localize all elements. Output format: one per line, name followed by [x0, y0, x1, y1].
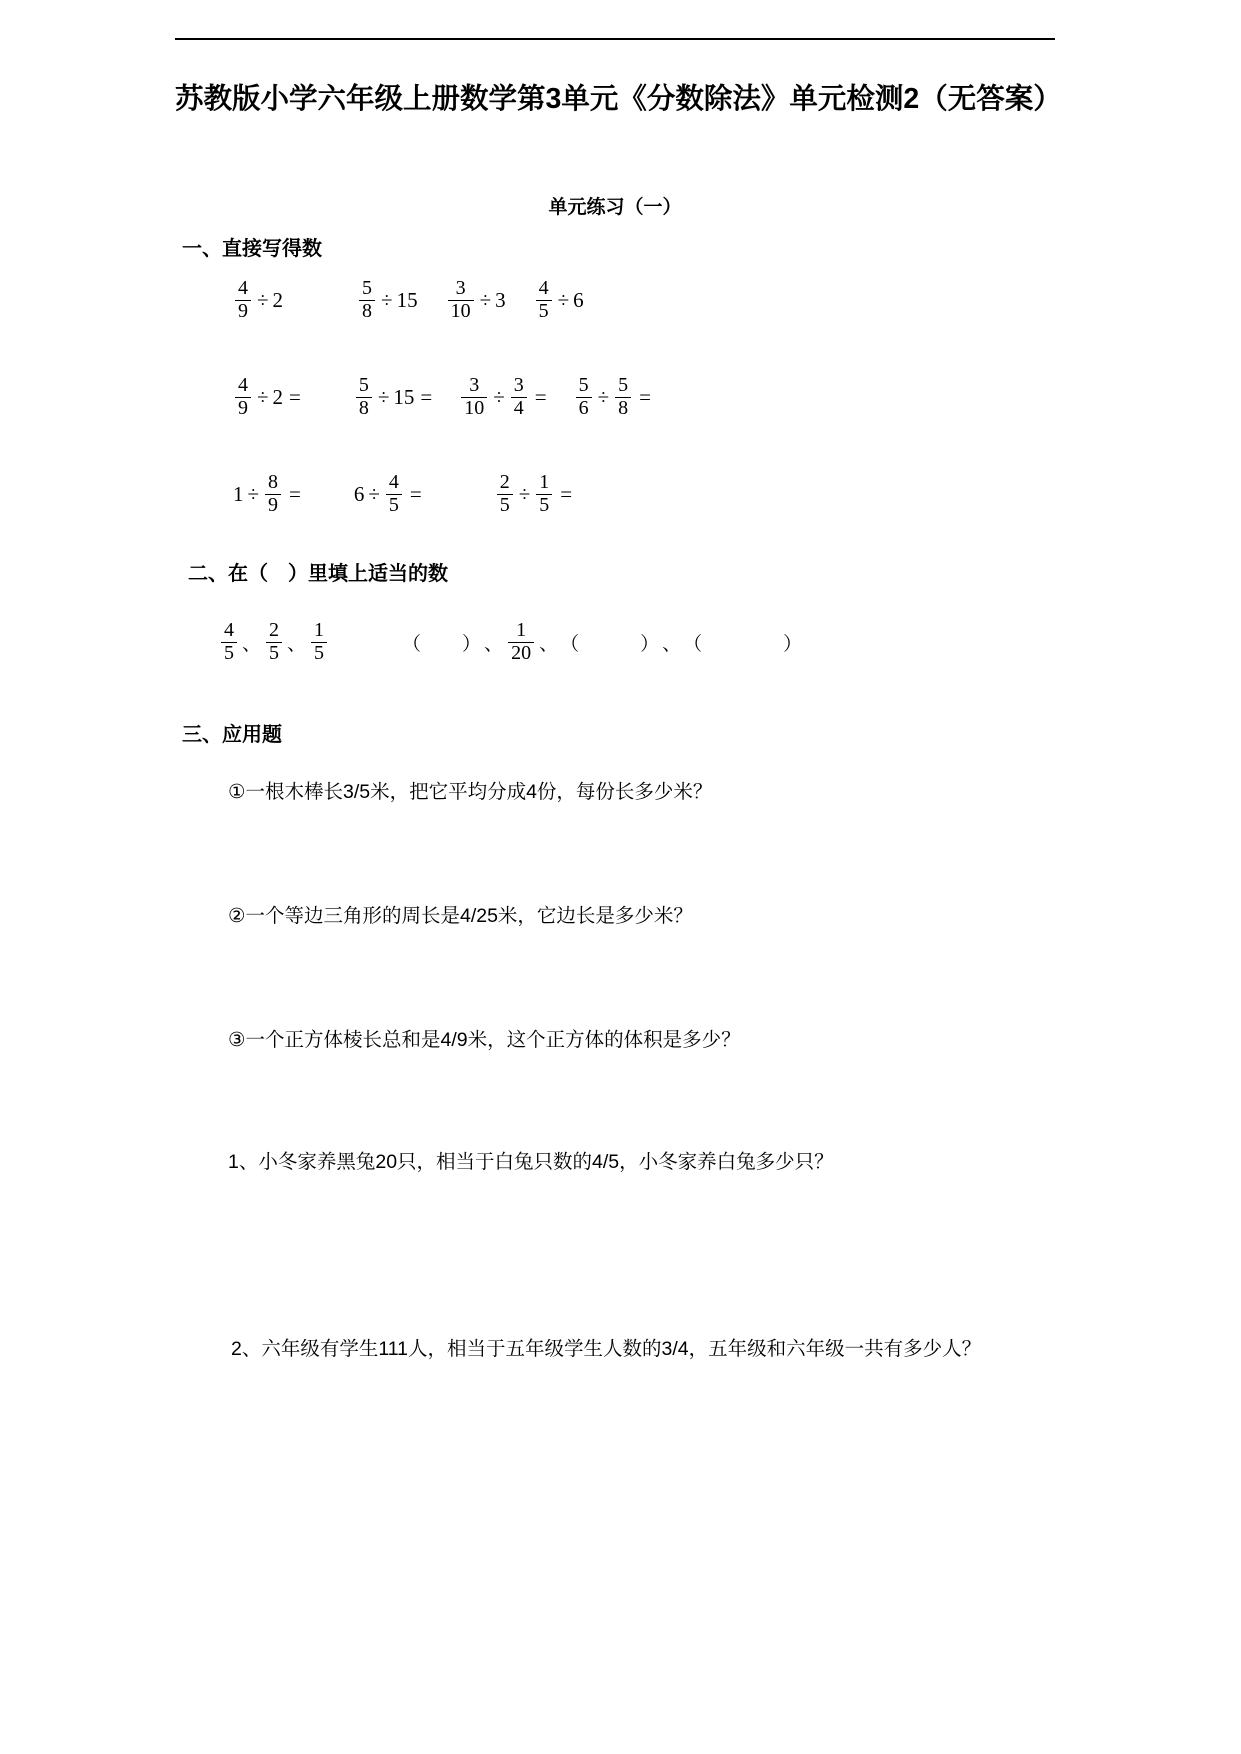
math-row-2	[232, 375, 651, 419]
section-heading-three: 三、应用题	[182, 724, 282, 746]
operator: ÷	[518, 481, 531, 506]
operator: ÷	[493, 384, 505, 409]
word-problem-5-text: 2、六年级有学生111人，相当于五年级学生人数的3/4，五年级和六年级一共有多少人？	[231, 1338, 982, 1360]
fraction: $\frac{5}{8}$	[356, 375, 372, 419]
equals-sign: =	[409, 481, 422, 506]
equals-sign: =	[560, 481, 573, 506]
operator: ÷	[257, 287, 269, 312]
fraction: $\frac{1}{20}$	[508, 620, 534, 664]
operand: 15	[396, 287, 418, 312]
separator: 、	[484, 633, 504, 655]
header-rule	[175, 38, 1055, 40]
word-problem-4: 1、小冬家养黑兔20只，相当于白兔只数的4/5，小冬家养白兔多少只？	[228, 1151, 834, 1173]
operator: ÷	[257, 384, 269, 409]
answer-blank[interactable]: （ ）	[402, 633, 483, 655]
expression	[573, 375, 651, 419]
fraction: $\frac{2}{5}$	[266, 620, 282, 664]
operand: 2	[272, 287, 284, 312]
equals-sign: =	[289, 384, 301, 409]
operator: ÷	[377, 384, 390, 409]
answer-blank[interactable]: （ ）	[560, 633, 661, 655]
word-problem-1: ①一根木棒长3/5米，把它平均分成4份，每份长多少米？	[228, 781, 713, 803]
operator: ÷	[247, 481, 260, 506]
equals-sign: =	[289, 481, 301, 506]
word-problem-3: ③一个正方体棱长总和是4/9米，这个正方体的体积是多少？	[228, 1029, 741, 1051]
word-problem-5	[175, 1325, 1055, 1373]
fraction: $\frac{5}{6}$	[576, 375, 592, 419]
fraction: $\frac{5}{8}$	[615, 375, 631, 419]
expression	[533, 278, 585, 322]
expression	[445, 278, 507, 322]
fraction: $\frac{4}{5}$	[536, 278, 552, 322]
operator: ÷	[597, 384, 610, 409]
operator: ÷	[479, 287, 492, 312]
fraction: $\frac{5}{8}$	[359, 278, 375, 322]
fraction: $\frac{4}{5}$	[221, 620, 237, 664]
fill-in-blank-row	[218, 620, 803, 664]
math-row-1	[232, 278, 585, 322]
operand: 6	[573, 287, 584, 312]
fraction: $\frac{2}{5}$	[497, 472, 513, 516]
fraction: $\frac{3}{10}$	[461, 375, 487, 419]
page-subtitle: 单元练习（一）	[548, 197, 682, 218]
operand: 2	[272, 384, 284, 409]
equals-sign: =	[420, 384, 433, 409]
fraction: $\frac{4}{9}$	[235, 278, 251, 322]
expression	[356, 278, 419, 322]
expression	[232, 472, 301, 516]
fraction: $\frac{1}{5}$	[311, 620, 327, 664]
operator: ÷	[381, 287, 393, 312]
fraction: $\frac{4}{5}$	[386, 472, 402, 516]
expression	[232, 278, 284, 322]
page-title: 苏教版小学六年级上册数学第3单元《分数除法》单元检测2（无答案）	[175, 83, 1062, 115]
section-heading-one: 一、直接写得数	[182, 238, 322, 260]
expression	[353, 472, 422, 516]
fraction: $\frac{8}{9}$	[265, 472, 281, 516]
separator: 、	[539, 633, 559, 655]
separator: 、	[287, 633, 307, 655]
operator: ÷	[368, 481, 380, 506]
answer-blank[interactable]: （ ）	[683, 633, 804, 655]
math-row-3	[232, 472, 572, 516]
expression	[494, 472, 572, 516]
operator: ÷	[557, 287, 570, 312]
equals-sign: =	[534, 384, 547, 409]
word-problem-2: ②一个等边三角形的周长是4/25米，它边长是多少米？	[228, 905, 693, 927]
expression	[232, 375, 301, 419]
equals-sign: =	[639, 384, 651, 409]
expression	[458, 375, 546, 419]
expression	[353, 375, 432, 419]
section-heading-two: 二、在（ ）里填上适当的数	[188, 563, 448, 585]
operand: 1	[233, 481, 244, 506]
fraction: $\frac{3}{10}$	[448, 278, 474, 322]
fraction: $\frac{1}{5}$	[536, 472, 552, 516]
separator: 、	[242, 633, 262, 655]
operand: 15	[393, 384, 415, 409]
separator: 、	[662, 633, 682, 655]
operand: 3	[495, 287, 506, 312]
fraction: $\frac{4}{9}$	[235, 375, 251, 419]
fraction: $\frac{3}{4}$	[511, 375, 527, 419]
operand: 6	[353, 481, 365, 506]
